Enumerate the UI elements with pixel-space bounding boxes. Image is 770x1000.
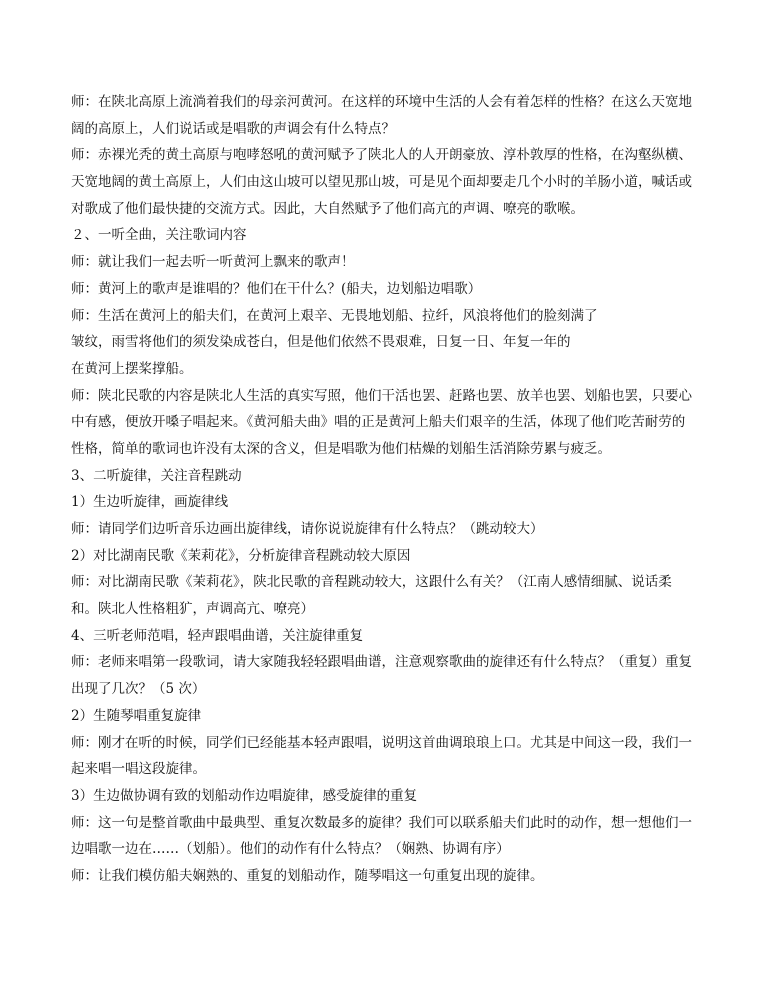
text-line: 师：这一句是整首歌曲中最典型、重复次数最多的旋律？我们可以联系船夫们此时的动作，想一想他们一 <box>71 814 692 831</box>
text-line: 师：陕北民歌的内容是陕北人生活的真实写照，他们干活也罢、赶路也罢、放羊也罢、划船也罢，只要心 <box>71 387 692 404</box>
text-line: 师：刚才在听的时候，同学们已经能基本轻声跟唱，说明这首曲调琅琅上口。尤其是中间这一段，我们一 <box>71 734 692 751</box>
text-line: 对歌成了他们最快捷的交流方式。因此，大自然赋予了他们高亢的声调、嘹亮的歌喉。 <box>71 200 584 217</box>
text-line: 和。陕北人性格粗犷，声调高亢、嘹亮） <box>71 601 314 618</box>
document-body <box>71 89 711 890</box>
text-line: 师：在陕北高原上流淌着我们的母亲河黄河。在这样的环境中生活的人会有着怎样的性格？在这么天宽地 <box>71 94 692 110</box>
text-line: 阔的高原上，人们说话或是唱歌的声调会有什么特点？ <box>71 120 395 137</box>
text-line: 起来唱一唱这段旋律。 <box>71 761 206 778</box>
text-line: 师：黄河上的歌声是谁唱的？他们在干什么？(船夫，边划船边唱歌） <box>71 280 482 297</box>
text-line: 师：就让我们一起去听一听黄河上飘来的歌声！ <box>71 254 355 271</box>
text-line: 师：赤裸光秃的黄土高原与咆哮怒吼的黄河赋予了陕北人的人开朗豪放、淳朴敦厚的性格，在沟壑纵横、 <box>71 147 692 164</box>
section-heading: ２、一听全曲，关注歌词内容 <box>71 227 247 244</box>
section-heading: 4、三听老师范唱，轻声跟唱曲谱，关注旋律重复 <box>71 627 364 644</box>
text-line: 边唱歌一边在……（划船）。他们的动作有什么特点？（娴熟、协调有序） <box>71 841 510 858</box>
subsection-heading: 3）生边做协调有致的划船动作边唱旋律，感受旋律的重复 <box>71 787 418 804</box>
subsection-heading: 1）生边听旋律，画旋律线 <box>71 494 229 511</box>
text-line: 师：生活在黄河上的船夫们，在黄河上艰辛、无畏地划船、拉纤，风浪将他们的脸刻满了 <box>71 307 598 324</box>
text-line: 师：对比湖南民歌《茉莉花》，陕北民歌的音程跳动较大，这跟什么有关？（江南人感情细腻、说话柔 <box>71 574 672 591</box>
text-line: 中有感，便放开嗓子唱起来。《黄河船夫曲》唱的正是黄河上船夫们艰辛的生活，体现了他们吃苦耐劳的 <box>71 414 686 431</box>
text-line: 皱纹，雨雪将他们的须发染成苍白，但是他们依然不畏艰难，日复一日、年复一年的 <box>71 334 571 351</box>
text-line: 师：老师来唱第一段歌词，请大家随我轻轻跟唱曲谱，注意观察歌曲的旋律还有什么特点？（重复）重复 <box>71 654 692 671</box>
text-line: 性格，简单的歌词也许没有太深的含义，但是唱歌为他们枯燥的划船生活消除劳累与疲乏。 <box>71 440 611 457</box>
text-line: 在黄河上摆桨撑船。 <box>71 360 193 377</box>
text-line: 出现了几次？（5 次） <box>71 681 206 698</box>
text-line: 师：让我们模仿船夫娴熟的、重复的划船动作，随琴唱这一句重复出现的旋律。 <box>71 867 544 884</box>
text-line: 师：请同学们边听音乐边画出旋律线，请你说说旋律有什么特点？（跳动较大） <box>71 521 544 537</box>
section-heading: 3、二听旋律，关注音程跳动 <box>71 467 242 484</box>
subsection-heading: 2）对比湖南民歌《茉莉花》，分析旋律音程跳动较大原因 <box>71 547 411 564</box>
text-line: 天宽地阔的黄土高原上，人们由这山坡可以望见那山坡，可是见个面却要走几个小时的羊肠小道，喊话或 <box>71 174 692 191</box>
subsection-heading: 2）生随琴唱重复旋律 <box>71 707 202 724</box>
